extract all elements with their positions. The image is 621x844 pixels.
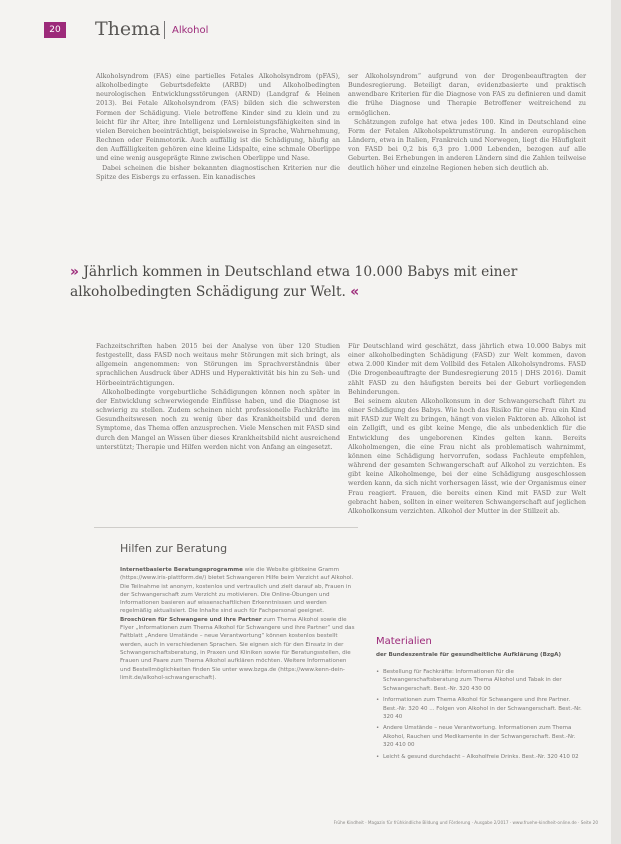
help-box-body	[120, 566, 356, 682]
paragraph: Schätzungen zufolge hat etwa jedes 100. Kind in Deutschland eine Form der Fetalen Alkoholspektrumstörung. In anderen europäischen Ländern, etwa in Italien, Frankreich und Norwegen, liegt die Häufigkeit von FASD bei 0,2 bis 6,3 pro 1.000 Lebenden, bezogen auf alle Geburten. Bei Erhebungen in anderen Ländern sind die Zahlen teilweise deutlich höher und einzelne Regionen heben sich deutlich ab.	[348, 117, 586, 172]
help-box-lead: Internetbasierte Beratungsprogramme	[120, 567, 243, 573]
materials-publisher: der Bundeszentrale für gesundheitliche Aufklärung (BzgA)	[376, 652, 562, 658]
list-item: • Informationen zum Thema Alkohol für Schwangere und ihre Partner. Best.-Nr. 320 40 ... Folgen von Alkohol in der Schwangerschaft. Best.-Nr. 320 40	[376, 696, 582, 721]
page-edge	[611, 0, 621, 844]
quote-close-icon: «	[350, 284, 360, 300]
header-divider	[164, 21, 165, 39]
paragraph: Alkoholbedingte vorgeburtliche Schädigungen können noch später in der Entwicklung schwerwiegende Einflüsse haben, und die Diagnose ist schwierig zu stellen. Zudem scheinen nicht professionelle Fachkräfte im Gesundheitswesen noch zu wenig über das Krankheitsbild und deren Symptome, das Thema offen anzusprechen. Viele Menschen mit FASD sind durch den Mangel an Wissen über dieses Krankheitsbild nicht ausreichend unterstützt; Therapie und Hilfen werden nicht von Anfang an eingesetzt.	[96, 387, 340, 451]
help-box-text-2: zum Thema Alkohol sowie die Flyer „Informationen zum Thema Alkohol für Schwangere und ihre Partner“ und das Faltblatt „Andere Umstände – neue Verantwortung“ können kostenlos bestellt werden, auch in verschiedenen Sprachen. Sie eignen sich für den Einsatz in der Schwangerschaftsberatung, in Praxen und Kliniken sowie für Beratungsstellen, die Frauen und Paare zum Thema Alkohol aufklären möchten. Weitere Informationen und Bestellmöglichkeiten finden Sie unter www.bzga.de (https://www.kenn-dein-limit.de/alkohol-schwangerschaft).	[120, 616, 355, 681]
paragraph: Bei seinem akuten Alkoholkonsum in der Schwangerschaft führt zu einer Schädigung des Babys. Wie hoch das Risiko für eine Frau ein Kind mit FASD zur Welt zu bringen, hängt von vielen Faktoren ab. Alkohol ist ein Zellgift, und es gibt keine Menge, die als unbedenklich für die Entwicklung des ungeborenen Kindes gelten kann. Bereits Alkoholmengen, die eine Frau nicht als problematisch wahrnimmt, können eine Schädigung hervorrufen, sodass Fachleute empfehlen, während der gesamten Schwangerschaft auf Alkohol zu verzichten. Es gibt keine Alkoholmenge, bei der eine Schädigung ausgeschlossen werden kann, da sich nicht vorhersagen lässt, wie der Organismus einer Frau reagiert. Frauen, die bereits einen Kind mit FASD zur Welt gebracht haben, sollten in einer weiteren Schwangerschaft auf jeglichen Alkoholkonsum verzichten. Alkohol der Mutter in der Stillzeit ab.	[348, 396, 586, 515]
paragraph: Für Deutschland wird geschätzt, dass jährlich etwa 10.000 Babys mit einer alkoholbedingten Schädigung (FASD) zur Welt kommen, davon etwa 2.000 Kinder mit dem Vollbild des Fetalen Alkoholsyndroms. FASD (Die Drogenbeauftragte der Bundesregierung 2015 | DHS 2016). Damit zählt FASD zu den häufigsten bereits bei der Geburt vorliegenden Behinderungen.	[348, 342, 586, 396]
list-item: • Andere Umstände – neue Verantwortung. Informationen zum Thema Alkohol, Rauchen und Medikamente in der Schwangerschaft. Best.-Nr. 320 410 00	[376, 724, 582, 749]
materials-list	[376, 668, 582, 764]
paragraph: Alkoholsyndrom (FAS) eine partielles Fetales Alkoholsyndrom (pFAS), alkoholbedingte Geburtsdefekte (ARBD) und Alkoholbedingten neurologischen Entwicklungsstörungen (ARND) (Landgraf & Heinen 2013). Bei Fetale Alkoholsyndrom (FAS) bilden sich die schwersten Formen der Schädigung. Viele betroffene Kinder sind zu klein und zu leicht für ihr Alter, ihre Intelligenz und Lernleistungsfähigkeiten sind in vielen Bereichen beeinträchtigt, beispielsweise in Sprache, Wahrnehmung, Rechnen oder Feinmotorik. Auch auffällig ist die Schädigung, häufig an den Auffälligkeiten gehören eine kleine Lidspalte, eine schmale Oberlippe und eine wenig ausgeprägte Rinne zwischen Oberlippe und Nase.	[96, 72, 340, 163]
list-item: • Bestellung für Fachkräfte: Informationen für die Schwangerschaftsberatung zum Thema Alkohol und Tabak in der Schwangerschaft. Best.-Nr. 320 430 00	[376, 668, 582, 693]
page-footer: Frühe Kindheit · Magazin für frühkindliche Bildung und Förderung · Ausgabe 2/2017 · www.fruehe-kindheit-online.de · Seite 20	[333, 820, 598, 825]
help-box-lead-2: Broschüren für Schwangere und ihre Partner	[120, 616, 262, 623]
list-item: • Leicht & gesund durchdacht – Alkoholfreie Drinks. Best.-Nr. 320 410 02	[376, 753, 582, 761]
quote-open-icon: »	[70, 264, 79, 280]
paragraph: Fachzeitschriften haben 2015 bei der Analyse von über 120 Studien festgestellt, dass FASD noch weitaus mehr Störungen mit sich bringt, als allgemein angenommen: von Störungen im Sprachverständnis über sprachlichen Ausdruck über ADHS und Hyperaktivität bis hin zu Seh- und Hörbeeinträchtigungen.	[96, 342, 340, 387]
pull-quote	[70, 262, 550, 302]
top-right-column	[348, 72, 586, 173]
paragraph: Dabei scheinen die bisher bekannten diagnostischen Kriterien nur die Spitze des Eisbergs zu erfassen. Ein kanadisches	[96, 163, 340, 181]
materials-box-title: Materialien	[376, 636, 432, 647]
section-title: Thema	[95, 18, 161, 40]
help-box	[94, 527, 358, 820]
pull-quote-text: Jährlich kommen in Deutschland etwa 10.000 Babys mit einer alkoholbedingten Schädigung zur Welt.	[70, 264, 518, 300]
materials-box	[364, 626, 590, 776]
page-number: 20	[44, 22, 66, 38]
mid-right-column	[348, 342, 586, 516]
mid-left-column	[96, 342, 340, 452]
help-box-text: wie die Website gibtkeine Gramm (https://www.iris-plattform.de/) bietet Schwangeren Hilfe beim Verzicht auf Alkohol. Die Teilnahme ist anonym, kostenlos und vertraulich und zielt darauf ab, Frauen in der Schwangerschaft zum Verzicht zu motivieren. Die Online-Übungen und Informationen basieren auf wissenschaftlichen Erkenntnissen und werden regelmäßig aktualisiert. Die Inhalte sind auch für Fachpersonal geeignet.	[120, 567, 354, 615]
top-left-column	[96, 72, 340, 182]
help-box-title: Hilfen zur Beratung	[120, 542, 228, 555]
section-subtitle: Alkohol	[172, 25, 209, 36]
paragraph: ser Alkoholsyndrom“ aufgrund von der Drogenbeauftragten der Bundesregierung. Beteiligt daran, evidenzbasierte und praktisch anwendbare Kriterien für die Diagnose von FAS zu definieren und damit die frühe Diagnose und Therapie Betroffener weitreichend zu ermöglichen.	[348, 72, 586, 117]
